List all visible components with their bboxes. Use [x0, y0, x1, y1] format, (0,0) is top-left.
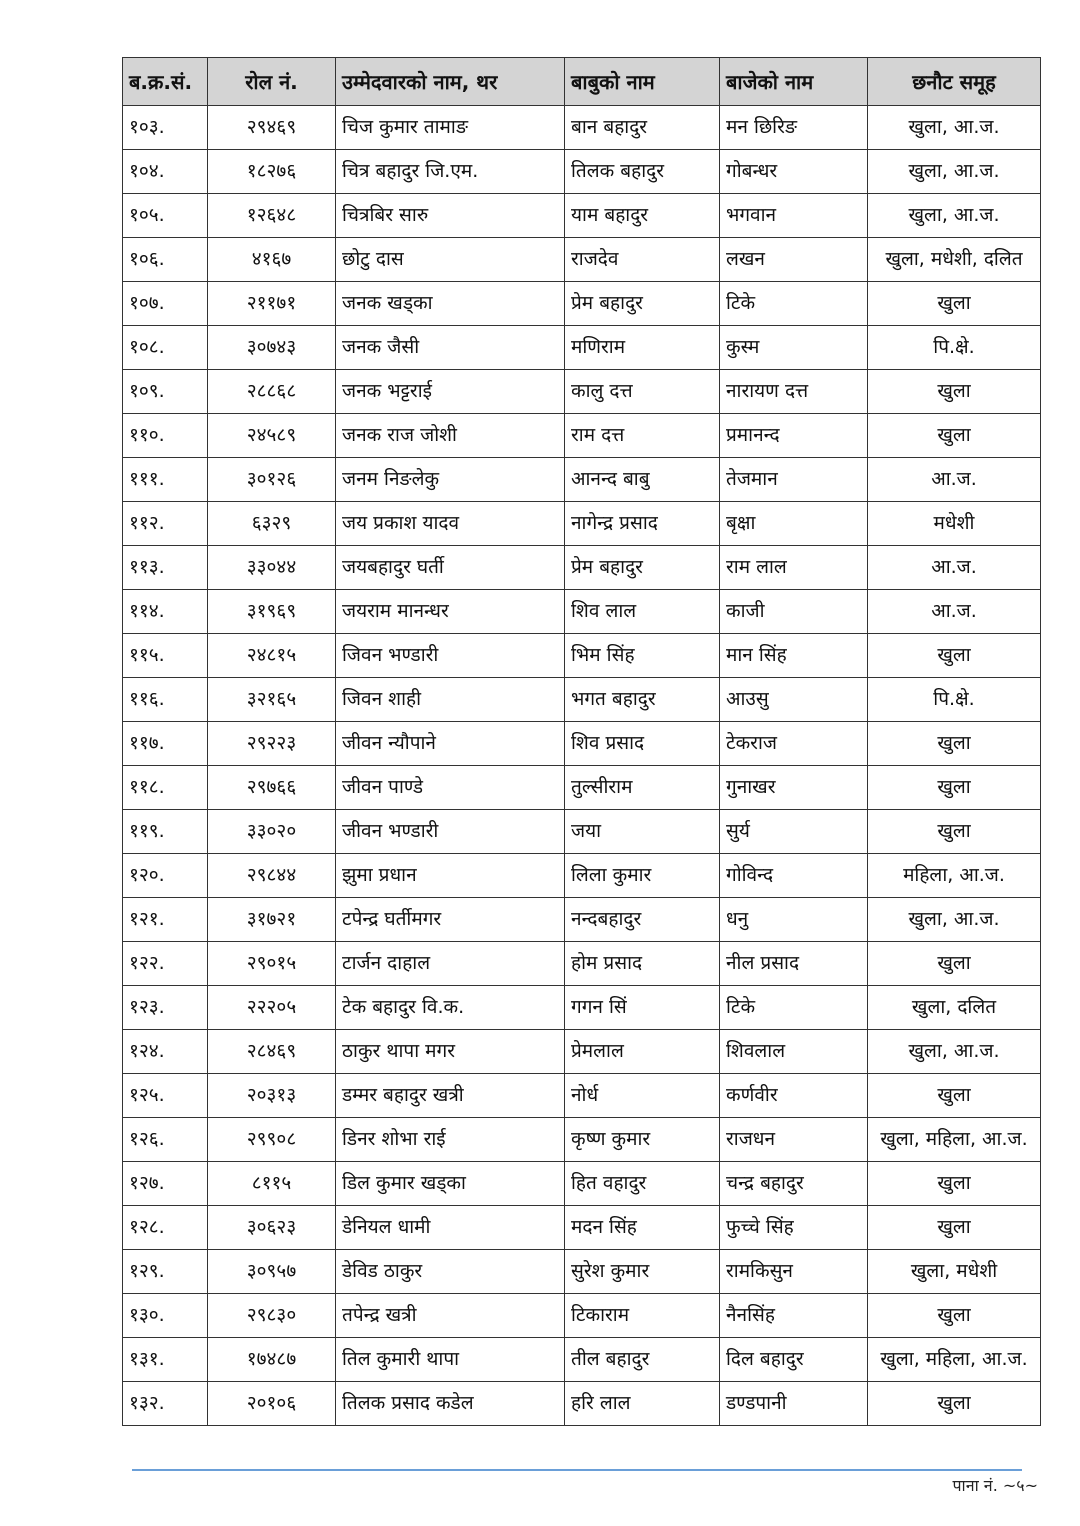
cell-name: जीवन भण्डारी	[336, 810, 565, 854]
table-body	[123, 106, 1041, 1426]
cell-serial: ११६.	[123, 678, 208, 722]
cell-father: हरि लाल	[565, 1382, 720, 1426]
cell-group: खुला, मधेशी, दलित	[868, 238, 1041, 282]
cell-roll: ६३२९	[208, 502, 336, 546]
cell-serial: १२८.	[123, 1206, 208, 1250]
cell-grandfather: नारायण दत्त	[720, 370, 868, 414]
cell-roll: १८२७६	[208, 150, 336, 194]
table-row	[123, 546, 1041, 590]
cell-serial: १२३.	[123, 986, 208, 1030]
cell-father: सुरेश कुमार	[565, 1250, 720, 1294]
cell-group: खुला	[868, 370, 1041, 414]
cell-father: लिला कुमार	[565, 854, 720, 898]
cell-group: खुला, महिला, आ.ज.	[868, 1118, 1041, 1162]
cell-group: पि.क्षे.	[868, 326, 1041, 370]
table-row	[123, 106, 1041, 150]
cell-grandfather: नैनसिंह	[720, 1294, 868, 1338]
cell-name: जनक खड्का	[336, 282, 565, 326]
cell-group: खुला, मधेशी	[868, 1250, 1041, 1294]
cell-serial: १२९.	[123, 1250, 208, 1294]
cell-name: टेक बहादुर वि.क.	[336, 986, 565, 1030]
cell-group: खुला	[868, 282, 1041, 326]
cell-grandfather: मन छिरिङ	[720, 106, 868, 150]
cell-group: आ.ज.	[868, 458, 1041, 502]
cell-group: पि.क्षे.	[868, 678, 1041, 722]
cell-father: तुल्सीराम	[565, 766, 720, 810]
table-row	[123, 1030, 1041, 1074]
cell-group: महिला, आ.ज.	[868, 854, 1041, 898]
cell-father: याम बहादुर	[565, 194, 720, 238]
cell-group: खुला	[868, 722, 1041, 766]
cell-serial: १३०.	[123, 1294, 208, 1338]
cell-grandfather: दिल बहादुर	[720, 1338, 868, 1382]
cell-group: खुला	[868, 1382, 1041, 1426]
cell-father: कृष्ण कुमार	[565, 1118, 720, 1162]
cell-name: जिवन शाही	[336, 678, 565, 722]
cell-group: खुला, आ.ज.	[868, 194, 1041, 238]
cell-serial: १२७.	[123, 1162, 208, 1206]
cell-father: टिकाराम	[565, 1294, 720, 1338]
table-row	[123, 810, 1041, 854]
cell-group: खुला	[868, 810, 1041, 854]
cell-serial: १२१.	[123, 898, 208, 942]
cell-name: डिनर शोभा राई	[336, 1118, 565, 1162]
cell-roll: १७४८७	[208, 1338, 336, 1382]
cell-grandfather: टिके	[720, 282, 868, 326]
cell-roll: ३०७४३	[208, 326, 336, 370]
cell-grandfather: टेकराज	[720, 722, 868, 766]
cell-grandfather: फुच्चे सिंह	[720, 1206, 868, 1250]
table-row	[123, 1074, 1041, 1118]
cell-father: हित वहादुर	[565, 1162, 720, 1206]
table-row	[123, 1206, 1041, 1250]
table-row	[123, 502, 1041, 546]
table-row	[123, 1294, 1041, 1338]
cell-name: झुमा प्रधान	[336, 854, 565, 898]
table-row	[123, 1382, 1041, 1426]
page-number: पाना नं. ~५~	[952, 1476, 1038, 1495]
table-row	[123, 1162, 1041, 1206]
cell-serial: १०४.	[123, 150, 208, 194]
cell-father: नन्दबहादुर	[565, 898, 720, 942]
cell-roll: २९७६६	[208, 766, 336, 810]
cell-roll: २९०१५	[208, 942, 336, 986]
cell-name: तिल कुमारी थापा	[336, 1338, 565, 1382]
cell-roll: २११७१	[208, 282, 336, 326]
footer-rule	[132, 1469, 1022, 1471]
cell-roll: २८८६८	[208, 370, 336, 414]
table-row	[123, 722, 1041, 766]
cell-grandfather: राजधन	[720, 1118, 868, 1162]
header-father: बाबुको नाम	[565, 58, 720, 106]
table-row	[123, 1338, 1041, 1382]
cell-serial: १११.	[123, 458, 208, 502]
table-row	[123, 326, 1041, 370]
cell-name: तपेन्द्र खत्री	[336, 1294, 565, 1338]
cell-grandfather: राम लाल	[720, 546, 868, 590]
cell-name: जयराम मानन्धर	[336, 590, 565, 634]
cell-name: जनम निङलेकु	[336, 458, 565, 502]
cell-roll: ३१७२१	[208, 898, 336, 942]
cell-serial: ११५.	[123, 634, 208, 678]
table-row	[123, 634, 1041, 678]
cell-serial: १०६.	[123, 238, 208, 282]
cell-father: भिम सिंह	[565, 634, 720, 678]
cell-serial: ११७.	[123, 722, 208, 766]
cell-father: बान बहादुर	[565, 106, 720, 150]
cell-name: टपेन्द्र घर्तीमगर	[336, 898, 565, 942]
cell-name: जीवन न्यौपाने	[336, 722, 565, 766]
cell-group: खुला	[868, 634, 1041, 678]
cell-serial: १०५.	[123, 194, 208, 238]
cell-serial: १२६.	[123, 1118, 208, 1162]
cell-father: भगत बहादुर	[565, 678, 720, 722]
cell-roll: २९८४४	[208, 854, 336, 898]
cell-grandfather: सुर्य	[720, 810, 868, 854]
cell-father: राजदेव	[565, 238, 720, 282]
header-name: उम्मेदवारको नाम, थर	[336, 58, 565, 106]
header-group: छनौट समूह	[868, 58, 1041, 106]
cell-serial: ११३.	[123, 546, 208, 590]
table-row	[123, 458, 1041, 502]
cell-group: खुला, दलित	[868, 986, 1041, 1030]
cell-name: जीवन पाण्डे	[336, 766, 565, 810]
cell-grandfather: लखन	[720, 238, 868, 282]
cell-name: डिल कुमार खड्का	[336, 1162, 565, 1206]
cell-father: शिव प्रसाद	[565, 722, 720, 766]
cell-grandfather: शिवलाल	[720, 1030, 868, 1074]
cell-name: डम्मर बहादुर खत्री	[336, 1074, 565, 1118]
cell-name: चिज कुमार तामाङ	[336, 106, 565, 150]
candidate-table	[122, 57, 1041, 1426]
cell-father: नागेन्द्र प्रसाद	[565, 502, 720, 546]
cell-roll: २९९०८	[208, 1118, 336, 1162]
cell-grandfather: चन्द्र बहादुर	[720, 1162, 868, 1206]
cell-father: कालु दत्त	[565, 370, 720, 414]
cell-father: होम प्रसाद	[565, 942, 720, 986]
cell-group: खुला	[868, 1162, 1041, 1206]
cell-name: चित्रबिर सारु	[336, 194, 565, 238]
table-row	[123, 986, 1041, 1030]
cell-grandfather: टिके	[720, 986, 868, 1030]
cell-grandfather: बृक्षा	[720, 502, 868, 546]
cell-name: ठाकुर थापा मगर	[336, 1030, 565, 1074]
cell-name: डेनियल धामी	[336, 1206, 565, 1250]
cell-roll: ४१६७	[208, 238, 336, 282]
cell-group: खुला, आ.ज.	[868, 898, 1041, 942]
cell-grandfather: काजी	[720, 590, 868, 634]
cell-serial: ११८.	[123, 766, 208, 810]
cell-group: खुला, आ.ज.	[868, 106, 1041, 150]
cell-father: राम दत्त	[565, 414, 720, 458]
cell-serial: ११०.	[123, 414, 208, 458]
cell-serial: १३१.	[123, 1338, 208, 1382]
cell-group: मधेशी	[868, 502, 1041, 546]
cell-roll: ३३०४४	[208, 546, 336, 590]
cell-roll: २९८३०	[208, 1294, 336, 1338]
cell-serial: १०३.	[123, 106, 208, 150]
cell-name: जनक जैसी	[336, 326, 565, 370]
cell-roll: २९४६९	[208, 106, 336, 150]
table-row	[123, 282, 1041, 326]
cell-serial: १०७.	[123, 282, 208, 326]
table-row	[123, 766, 1041, 810]
cell-name: जनक भट्टराई	[336, 370, 565, 414]
cell-grandfather: आउसु	[720, 678, 868, 722]
cell-grandfather: गोबन्धर	[720, 150, 868, 194]
cell-group: खुला, आ.ज.	[868, 1030, 1041, 1074]
cell-father: जया	[565, 810, 720, 854]
cell-father: शिव लाल	[565, 590, 720, 634]
cell-group: आ.ज.	[868, 590, 1041, 634]
cell-roll: २४५८९	[208, 414, 336, 458]
cell-serial: ११९.	[123, 810, 208, 854]
cell-father: प्रेम बहादुर	[565, 282, 720, 326]
cell-name: छोटु दास	[336, 238, 565, 282]
table-row	[123, 370, 1041, 414]
cell-name: जिवन भण्डारी	[336, 634, 565, 678]
cell-roll: ३०१२६	[208, 458, 336, 502]
cell-father: प्रेमलाल	[565, 1030, 720, 1074]
cell-serial: १३२.	[123, 1382, 208, 1426]
cell-roll: २२२०५	[208, 986, 336, 1030]
cell-father: आनन्द बाबु	[565, 458, 720, 502]
cell-name: जय प्रकाश यादव	[336, 502, 565, 546]
cell-father: तिलक बहादुर	[565, 150, 720, 194]
cell-roll: २०३१३	[208, 1074, 336, 1118]
cell-group: खुला	[868, 1294, 1041, 1338]
cell-serial: १०८.	[123, 326, 208, 370]
cell-name: तिलक प्रसाद कडेल	[336, 1382, 565, 1426]
cell-father: गगन सिं	[565, 986, 720, 1030]
cell-roll: ८११५	[208, 1162, 336, 1206]
cell-grandfather: गोविन्द	[720, 854, 868, 898]
cell-grandfather: प्रमानन्द	[720, 414, 868, 458]
table-row	[123, 1250, 1041, 1294]
cell-name: जयबहादुर घर्ती	[336, 546, 565, 590]
cell-serial: १०९.	[123, 370, 208, 414]
table-row	[123, 898, 1041, 942]
results-sheet	[122, 57, 1040, 1426]
table-row	[123, 678, 1041, 722]
cell-roll: २८४६९	[208, 1030, 336, 1074]
cell-serial: १२५.	[123, 1074, 208, 1118]
cell-roll: ३३०२०	[208, 810, 336, 854]
cell-grandfather: कुस्म	[720, 326, 868, 370]
cell-serial: १२०.	[123, 854, 208, 898]
cell-roll: ३०९५७	[208, 1250, 336, 1294]
cell-group: खुला	[868, 766, 1041, 810]
table-row	[123, 1118, 1041, 1162]
cell-serial: ११२.	[123, 502, 208, 546]
cell-father: मदन सिंह	[565, 1206, 720, 1250]
cell-father: मणिराम	[565, 326, 720, 370]
cell-roll: ३०६२३	[208, 1206, 336, 1250]
header-grandfather: बाजेको नाम	[720, 58, 868, 106]
cell-grandfather: रामकिसुन	[720, 1250, 868, 1294]
cell-father: प्रेम बहादुर	[565, 546, 720, 590]
cell-name: चित्र बहादुर जि.एम.	[336, 150, 565, 194]
table-row	[123, 414, 1041, 458]
cell-name: टार्जन दाहाल	[336, 942, 565, 986]
cell-group: खुला, आ.ज.	[868, 150, 1041, 194]
cell-roll: २४८१५	[208, 634, 336, 678]
cell-grandfather: कर्णवीर	[720, 1074, 868, 1118]
table-row	[123, 150, 1041, 194]
cell-roll: ३२१६५	[208, 678, 336, 722]
table-row	[123, 590, 1041, 634]
cell-group: खुला	[868, 1206, 1041, 1250]
cell-grandfather: तेजमान	[720, 458, 868, 502]
cell-roll: ३१९६९	[208, 590, 336, 634]
cell-grandfather: भगवान	[720, 194, 868, 238]
cell-grandfather: गुनाखर	[720, 766, 868, 810]
cell-name: जनक राज जोशी	[336, 414, 565, 458]
cell-group: आ.ज.	[868, 546, 1041, 590]
cell-grandfather: नील प्रसाद	[720, 942, 868, 986]
cell-serial: १२२.	[123, 942, 208, 986]
cell-serial: १२४.	[123, 1030, 208, 1074]
cell-grandfather: डण्डपानी	[720, 1382, 868, 1426]
cell-group: खुला	[868, 1074, 1041, 1118]
header-row	[123, 58, 1041, 106]
cell-serial: ११४.	[123, 590, 208, 634]
cell-roll: २९२२३	[208, 722, 336, 766]
cell-group: खुला	[868, 414, 1041, 458]
cell-father: नोर्ध	[565, 1074, 720, 1118]
table-row	[123, 238, 1041, 282]
cell-group: खुला, महिला, आ.ज.	[868, 1338, 1041, 1382]
cell-grandfather: मान सिंह	[720, 634, 868, 678]
cell-group: खुला	[868, 942, 1041, 986]
cell-grandfather: धनु	[720, 898, 868, 942]
cell-roll: २०१०६	[208, 1382, 336, 1426]
cell-roll: १२६४८	[208, 194, 336, 238]
table-row	[123, 854, 1041, 898]
cell-name: डेविड ठाकुर	[336, 1250, 565, 1294]
table-row	[123, 194, 1041, 238]
table-row	[123, 942, 1041, 986]
cell-father: तील बहादुर	[565, 1338, 720, 1382]
header-serial: ब.क्र.सं.	[123, 58, 208, 106]
header-roll: रोल नं.	[208, 58, 336, 106]
